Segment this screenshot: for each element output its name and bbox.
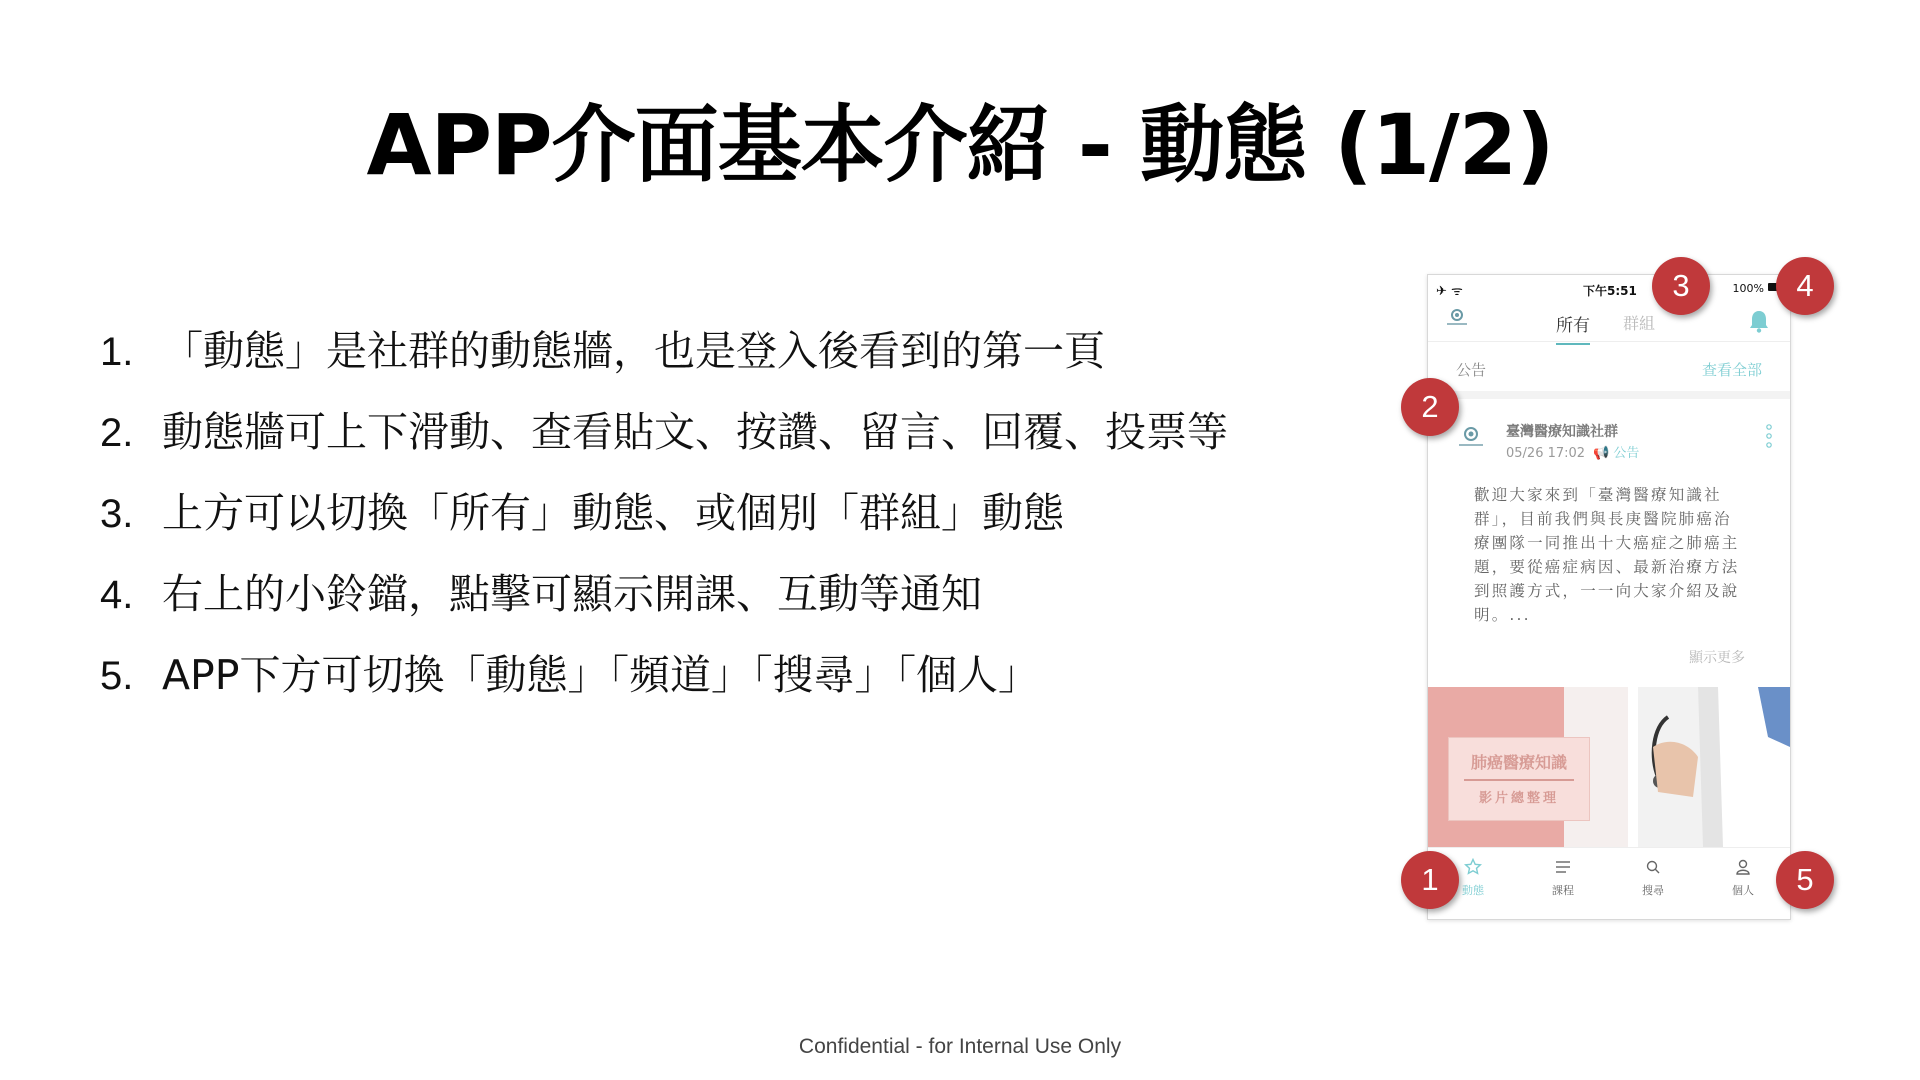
logo-icon bbox=[1444, 307, 1470, 329]
list-text: 右上的小鈴鐺，點擊可顯示開課、互動等通知 bbox=[162, 570, 982, 618]
nav-item-profile[interactable] bbox=[1708, 858, 1778, 898]
marker-2: 2 bbox=[1401, 378, 1459, 436]
bottom-nav bbox=[1428, 847, 1790, 920]
post-image[interactable] bbox=[1428, 687, 1790, 847]
banner-subtitle: 影片總整理 bbox=[1478, 791, 1559, 806]
post-author[interactable]: 臺灣醫療知識社群 bbox=[1506, 424, 1618, 440]
nav-label: 個人 bbox=[1732, 884, 1754, 897]
list-text: APP下方可切換「動態」「頻道」「搜尋」「個人」 bbox=[162, 651, 1039, 699]
list-number: 4. bbox=[100, 573, 134, 617]
list-item bbox=[100, 318, 1228, 399]
instruction-list bbox=[100, 318, 1228, 723]
list-text: 動態牆可上下滑動、查看貼文、按讚、留言、回覆、投票等 bbox=[162, 408, 1228, 456]
list-item bbox=[100, 561, 1228, 642]
banner-divider bbox=[1464, 779, 1574, 781]
app-header bbox=[1428, 301, 1790, 342]
banner-title: 肺癌醫療知識 bbox=[1470, 753, 1567, 772]
doctor-illustration bbox=[1598, 687, 1790, 847]
nav-item-courses[interactable] bbox=[1528, 858, 1598, 898]
nav-label: 動態 bbox=[1462, 884, 1484, 897]
marker-1: 1 bbox=[1401, 851, 1459, 909]
list-number: 1. bbox=[100, 330, 134, 374]
nav-item-search[interactable] bbox=[1618, 858, 1688, 898]
slide-title: APP介面基本介紹 - 動態 (1/2) bbox=[366, 96, 1554, 194]
phone-screenshot bbox=[1427, 274, 1791, 920]
announcement-tag: 📢 公告 bbox=[1593, 446, 1640, 461]
list-item bbox=[100, 399, 1228, 480]
tab-group[interactable]: 群組 bbox=[1623, 314, 1656, 333]
post-body: 歡迎大家來到「臺灣醫療知識社群」，目前我們與長庚醫院肺癌治療團隊一同推出十大癌症之肺癌主題，要從癌症病因、最新治療方法到照護方式，一一向大家介紹及說明。... bbox=[1474, 486, 1740, 624]
list-text: 「動態」是社群的動態牆，也是登入後看到的第一頁 bbox=[162, 327, 1105, 375]
person-icon bbox=[1734, 858, 1752, 876]
banner-card bbox=[1448, 737, 1590, 821]
battery-percent: 100% bbox=[1732, 282, 1764, 295]
list-number: 5. bbox=[100, 654, 134, 698]
nav-label: 課程 bbox=[1552, 884, 1574, 897]
marker-3: 3 bbox=[1652, 257, 1710, 315]
marker-4: 4 bbox=[1776, 257, 1834, 315]
list-icon bbox=[1554, 858, 1572, 876]
status-time: 下午5:51 bbox=[1583, 284, 1637, 298]
list-text: 上方可以切換「所有」動態、或個別「群組」動態 bbox=[162, 489, 1064, 537]
notice-bar bbox=[1428, 359, 1790, 383]
view-all-link[interactable]: 查看全部 bbox=[1701, 361, 1762, 379]
list-item bbox=[100, 480, 1228, 561]
star-icon bbox=[1464, 858, 1482, 876]
marker-5: 5 bbox=[1776, 851, 1834, 909]
list-item bbox=[100, 642, 1228, 723]
section-divider bbox=[1428, 391, 1790, 399]
show-more-link[interactable]: 顯示更多 bbox=[1689, 650, 1745, 666]
signal-icons: ✈ ᯤ bbox=[1436, 284, 1463, 299]
announcement-tag-label: 公告 bbox=[1613, 446, 1640, 461]
list-number: 3. bbox=[100, 492, 134, 536]
more-options-icon[interactable] bbox=[1766, 423, 1772, 449]
search-icon bbox=[1644, 858, 1662, 876]
tab-all[interactable]: 所有 bbox=[1556, 311, 1590, 336]
bell-icon[interactable] bbox=[1748, 309, 1770, 333]
post-date: 05/26 17:02 bbox=[1506, 446, 1586, 461]
avatar bbox=[1456, 425, 1486, 451]
nav-label: 搜尋 bbox=[1642, 884, 1664, 897]
notice-label: 公告 bbox=[1456, 361, 1487, 379]
status-bar bbox=[1428, 275, 1790, 301]
footer-note: Confidential - for Internal Use Only bbox=[798, 1035, 1122, 1058]
post-meta bbox=[1506, 442, 1639, 461]
list-number: 2. bbox=[100, 411, 134, 455]
